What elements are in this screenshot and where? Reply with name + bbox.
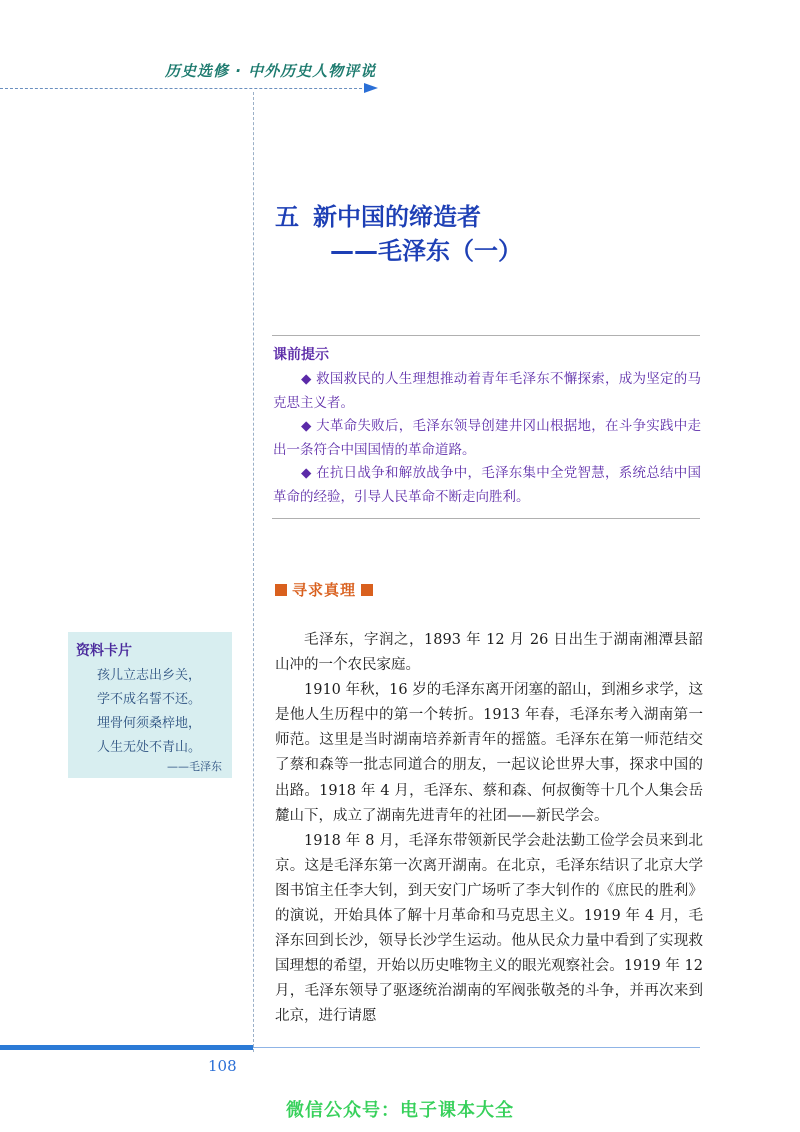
poem xyxy=(97,664,201,760)
lesson-subtitle: ——毛泽东（一） xyxy=(330,237,522,265)
lesson-title xyxy=(275,197,481,232)
lesson-title-text: 新中国的缔造者 xyxy=(313,203,481,231)
arrow-icon xyxy=(364,83,378,93)
info-card-title: 资料卡片 xyxy=(76,643,132,659)
tips-top-rule xyxy=(272,335,700,336)
poem-author: ——毛泽东 xyxy=(167,760,222,773)
footer-rule xyxy=(253,1047,700,1048)
page-number: 108 xyxy=(208,1057,237,1075)
paragraph: 1918 年 8 月，毛泽东带领新民学会赴法勤工俭学会员来到北京。这是毛泽东第一次离开湖南。在北京，毛泽东结识了北京大学图书馆主任李大钊，到天安门广场听了李大钊作的《庶民的胜利》的演说，开始具体了解十月革命和马克思主义。1919 年 4 月，毛泽东回到长沙，领导长沙学生运动。他从民众力量中看到了实现救国理想的希望，开始以历史唯物主义的眼光观察社会。1919 年 12 月，毛泽东领导了驱逐统治湖南的军阀张敬尧的斗争，并再次来到北京，进行请愿 xyxy=(275,832,703,1025)
info-card xyxy=(68,632,232,778)
lesson-number: 五 xyxy=(275,203,299,231)
square-bullet-icon xyxy=(275,584,287,596)
series-title: 历史选修 · 中外历史人物评说 xyxy=(165,62,377,80)
body-text xyxy=(275,628,703,1030)
footer-bar xyxy=(0,1045,253,1050)
poem-line: 学不成名誓不还。 xyxy=(97,692,202,707)
margin-dashed-rule xyxy=(253,92,254,1052)
poem-line: 人生无处不青山。 xyxy=(97,740,202,755)
tips-list xyxy=(273,368,701,509)
section-heading-text: 寻求真理 xyxy=(292,581,357,599)
paragraph: 1910 年秋，16 岁的毛泽东离开闭塞的韶山，到湘乡求学，这是他人生历程中的第一个转折。1913 年春，毛泽东考入湖南第一师范。这里是当时湖南培养新青年的摇篮。毛泽东在第一师范结交了蔡和森等一批志同道合的朋友，一起议论世界大事，探求中国的出路。1918 年 4 月，毛泽东、蔡和森、何叔衡等十几个人集会岳麓山下，成立了湖南先进青年的社团——新民学会。 xyxy=(275,682,703,824)
tips-bottom-rule xyxy=(272,518,700,519)
tips-item: ◆ 大革命失败后，毛泽东领导创建井冈山根据地，在斗争实践中走出一条符合中国国情的革命道路。 xyxy=(273,418,701,458)
poem-line: 埋骨何须桑梓地， xyxy=(97,716,202,731)
watermark: 微信公众号：电子课本大全 xyxy=(286,1100,514,1121)
tips-item: ◆ 救国救民的人生理想推动着青年毛泽东不懈探索，成为坚定的马克思主义者。 xyxy=(273,371,701,411)
header-dashed-rule xyxy=(0,88,372,89)
tips-heading: 课前提示 xyxy=(273,347,329,363)
square-bullet-icon xyxy=(361,584,373,596)
section-heading xyxy=(275,579,373,600)
poem-line: 孩儿立志出乡关， xyxy=(97,668,202,683)
tips-item: ◆ 在抗日战争和解放战争中，毛泽东集中全党智慧，系统总结中国革命的经验，引导人民革命不断走向胜利。 xyxy=(273,465,701,505)
paragraph: 毛泽东，字润之，1893 年 12 月 26 日出生于湖南湘潭县韶山冲的一个农民家庭。 xyxy=(275,632,703,674)
